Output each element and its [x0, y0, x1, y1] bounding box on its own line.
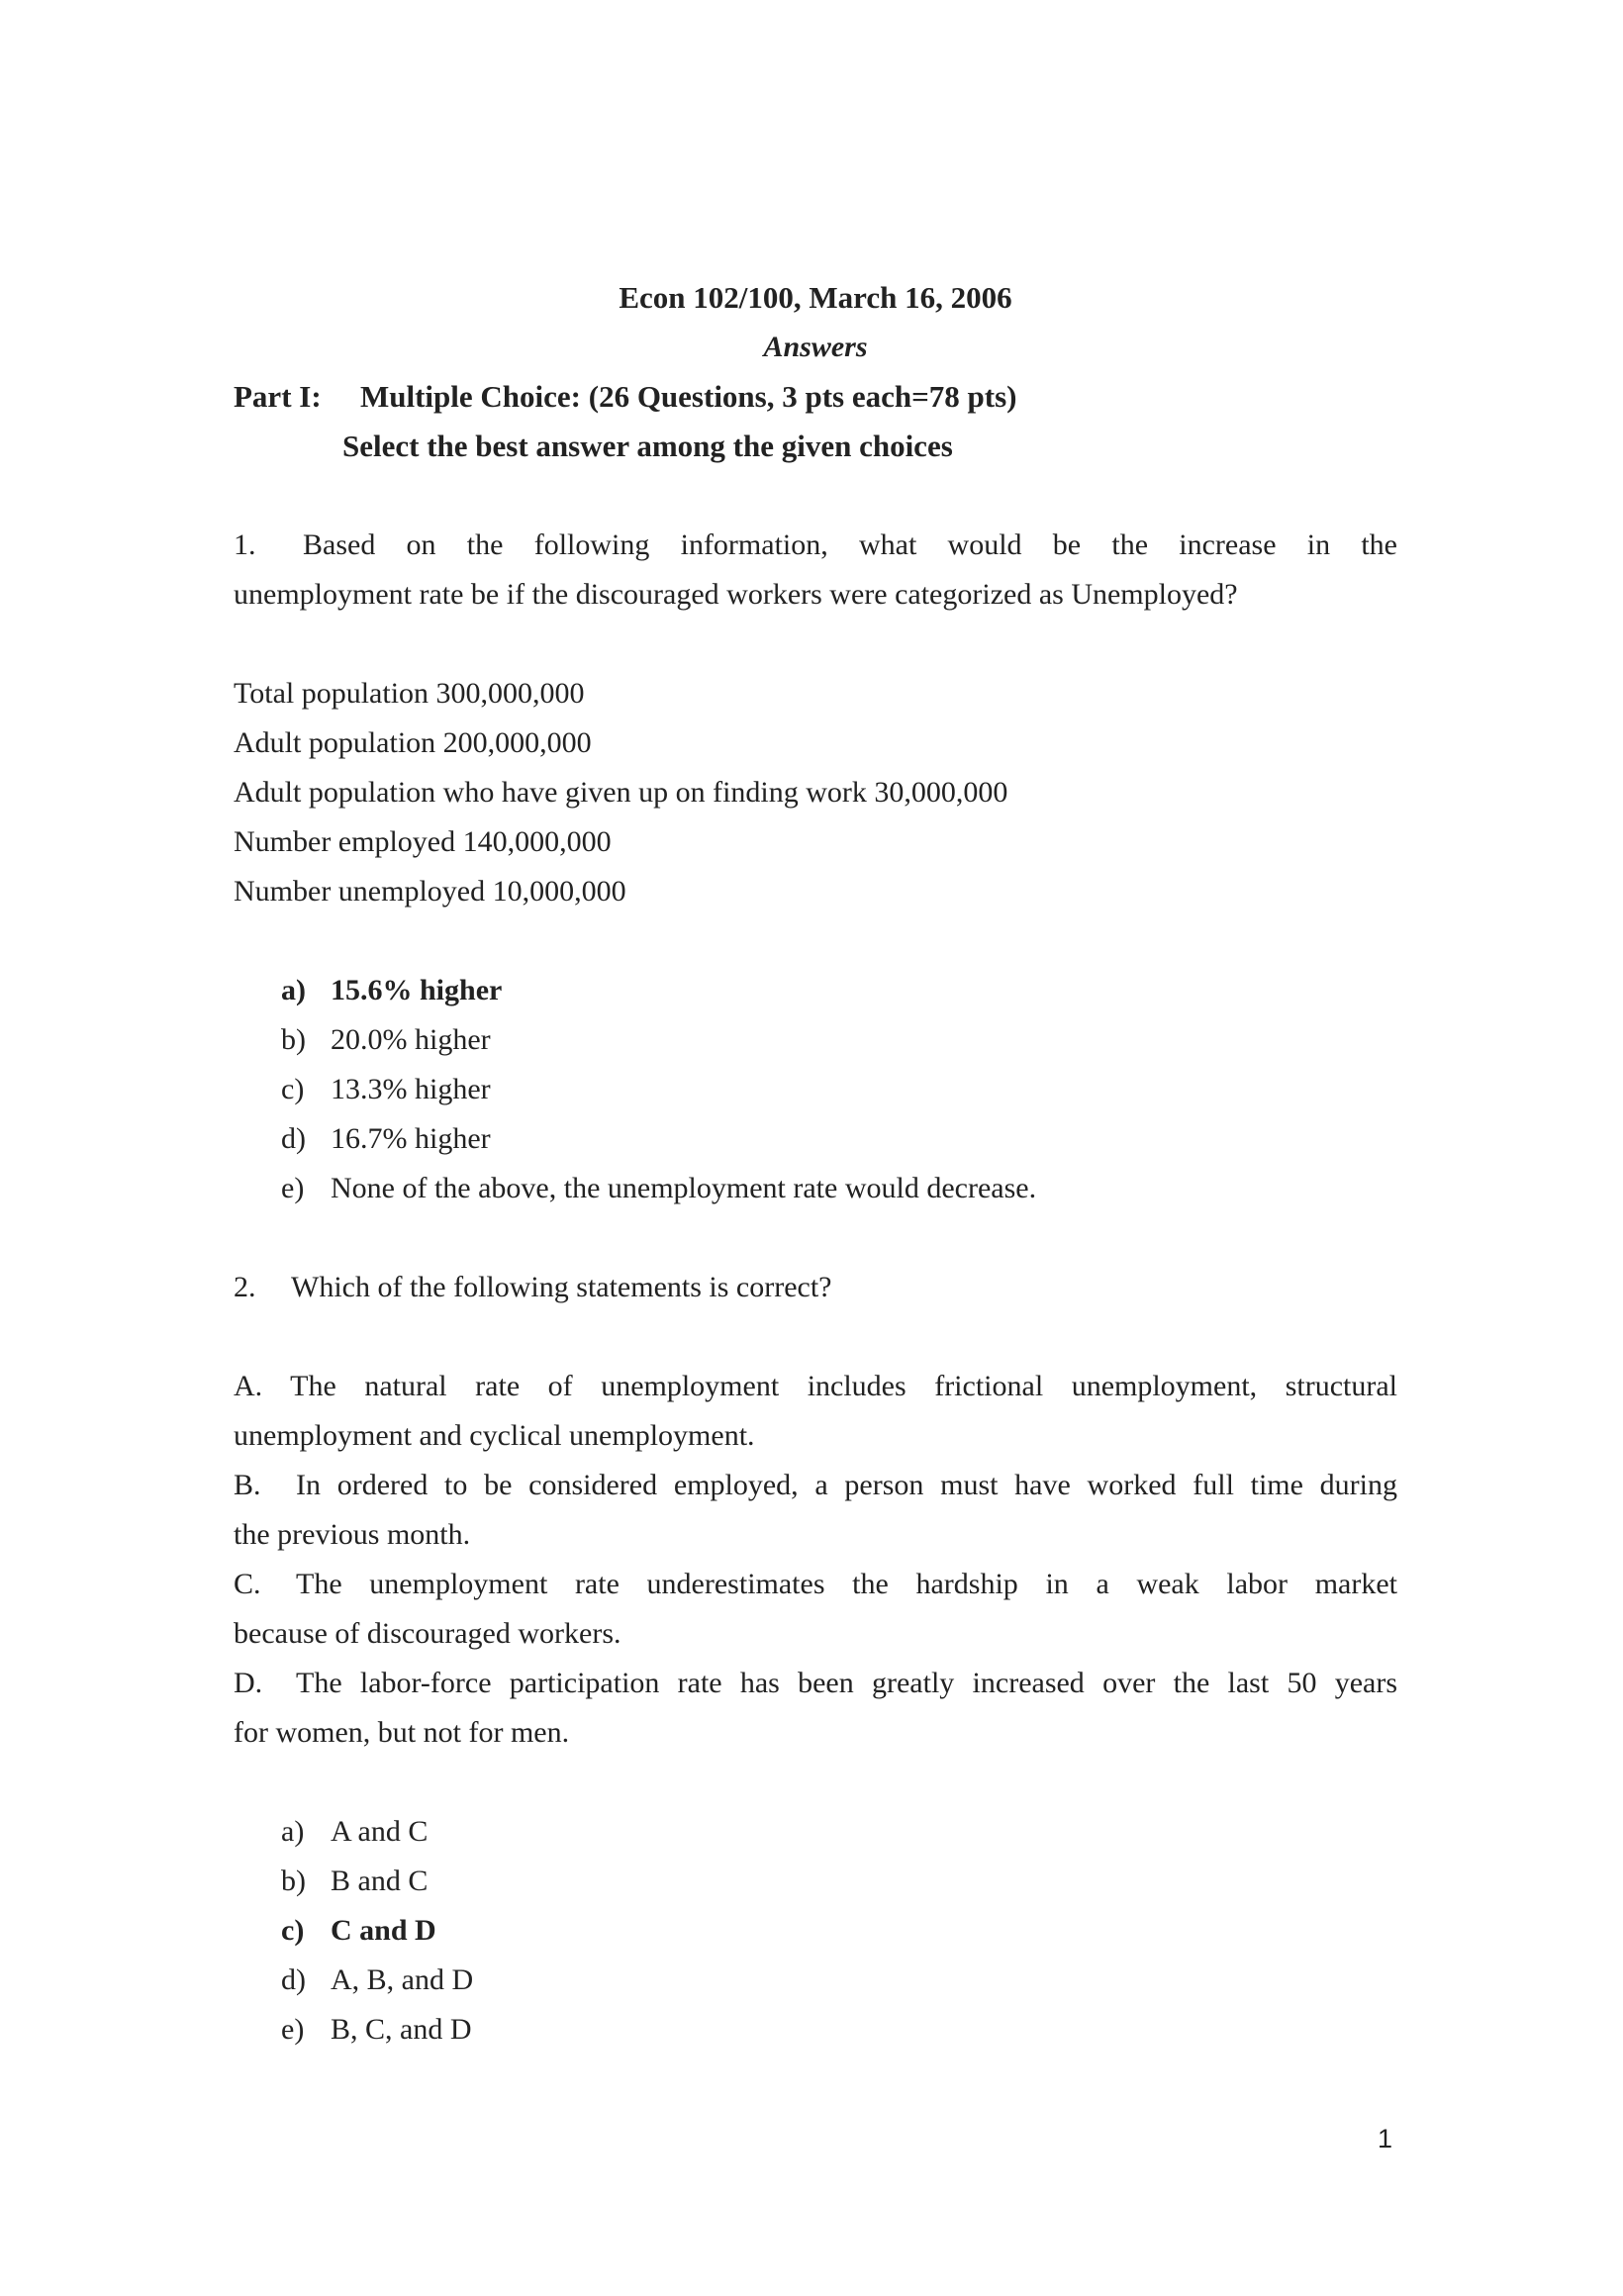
choice-text: None of the above, the unemployment rate would decrease.: [331, 1172, 1037, 1204]
choice-text: C and D: [331, 1914, 436, 1947]
statement-a-line-2: unemployment and cyclical unemployment.: [234, 1419, 755, 1452]
choice-text: B, C, and D: [331, 2013, 472, 2046]
choice: [281, 1807, 1370, 1857]
choice-correct: [281, 966, 1370, 1015]
statement-a-line-1: [234, 1362, 1397, 1411]
choice-letter: b): [281, 1865, 306, 1897]
choice-letter: c): [281, 1073, 305, 1105]
statement-text: In ordered to be considered employed, a person must have worked full time during: [296, 1469, 1397, 1501]
choice: [281, 1065, 1370, 1114]
statement-c-line-1: [234, 1560, 1397, 1609]
fact-line: Adult population 200,000,000: [234, 726, 592, 759]
choice: [281, 1956, 1370, 2005]
choice-letter: d): [281, 1963, 306, 1996]
choice: [281, 1114, 1370, 1164]
fact-line: Adult population who have given up on finding work 30,000,000: [234, 776, 1008, 809]
choice-text: B and C: [331, 1865, 429, 1897]
choice-letter: d): [281, 1122, 306, 1155]
question-text: Based on the following information, what would be the increase in the: [303, 528, 1397, 561]
question-1-text-line-1: [234, 521, 1397, 570]
part-heading: [234, 372, 1397, 422]
statement-letter: D.: [234, 1667, 263, 1699]
page-number: 1: [1378, 2124, 1393, 2153]
choice-text: 15.6% higher: [331, 974, 503, 1006]
statement-letter: A.: [234, 1370, 263, 1402]
statement-b-line-2: the previous month.: [234, 1518, 471, 1551]
question-number: 1.: [234, 528, 256, 561]
choice: [281, 1857, 1370, 1906]
instructions: Select the best answer among the given choices: [342, 429, 953, 463]
choice: [281, 2005, 1370, 2055]
choice: [281, 1164, 1370, 1213]
part-title: Multiple Choice: (26 Questions, 3 pts each=78 pts): [360, 379, 1017, 414]
choice: [281, 1015, 1370, 1065]
choice-text: 20.0% higher: [331, 1023, 491, 1056]
choice-letter: a): [281, 1815, 305, 1848]
statement-letter: B.: [234, 1469, 261, 1501]
question-2-statements: [234, 1362, 1397, 1758]
fact-line: Number unemployed 10,000,000: [234, 875, 626, 908]
question-1-facts: [234, 669, 1397, 916]
exam-subtitle: Answers: [763, 331, 868, 363]
question-text: Which of the following statements is correct?: [291, 1271, 832, 1303]
question-2-text: [234, 1263, 1397, 1312]
statement-text: The labor-force participation rate has been greatly increased over the last 50 years: [296, 1667, 1397, 1699]
choice-text: A, B, and D: [331, 1963, 474, 1996]
statement-c-line-2: because of discouraged workers.: [234, 1617, 621, 1650]
choice-letter: a): [281, 974, 306, 1006]
question-1-text-line-2: unemployment rate be if the discouraged workers were categorized as Unemployed?: [234, 578, 1238, 611]
fact-line: Total population 300,000,000: [234, 677, 585, 710]
part-label: Part I:: [234, 379, 322, 414]
statement-d-line-1: [234, 1659, 1397, 1708]
question-number: 2.: [234, 1271, 256, 1303]
statement-d-line-2: for women, but not for men.: [234, 1716, 570, 1749]
question-1-choices: [281, 966, 1370, 1213]
statement-text: The natural rate of unemployment includes frictional unemployment, structural: [290, 1370, 1397, 1402]
choice-text: A and C: [331, 1815, 429, 1848]
choice-letter: b): [281, 1023, 306, 1056]
statement-text: The unemployment rate underestimates the hardship in a weak labor market: [296, 1568, 1397, 1600]
choice-letter: c): [281, 1914, 305, 1947]
choice-letter: e): [281, 1172, 305, 1204]
choice-text: 16.7% higher: [331, 1122, 491, 1155]
fact-line: Number employed 140,000,000: [234, 825, 612, 858]
statement-letter: C.: [234, 1568, 261, 1600]
choice-correct: [281, 1906, 1370, 1956]
statement-b-line-1: [234, 1461, 1397, 1510]
choice-text: 13.3% higher: [331, 1073, 491, 1105]
exam-title: Econ 102/100, March 16, 2006: [619, 280, 1012, 315]
choice-letter: e): [281, 2013, 305, 2046]
question-2-choices: [281, 1807, 1370, 2055]
